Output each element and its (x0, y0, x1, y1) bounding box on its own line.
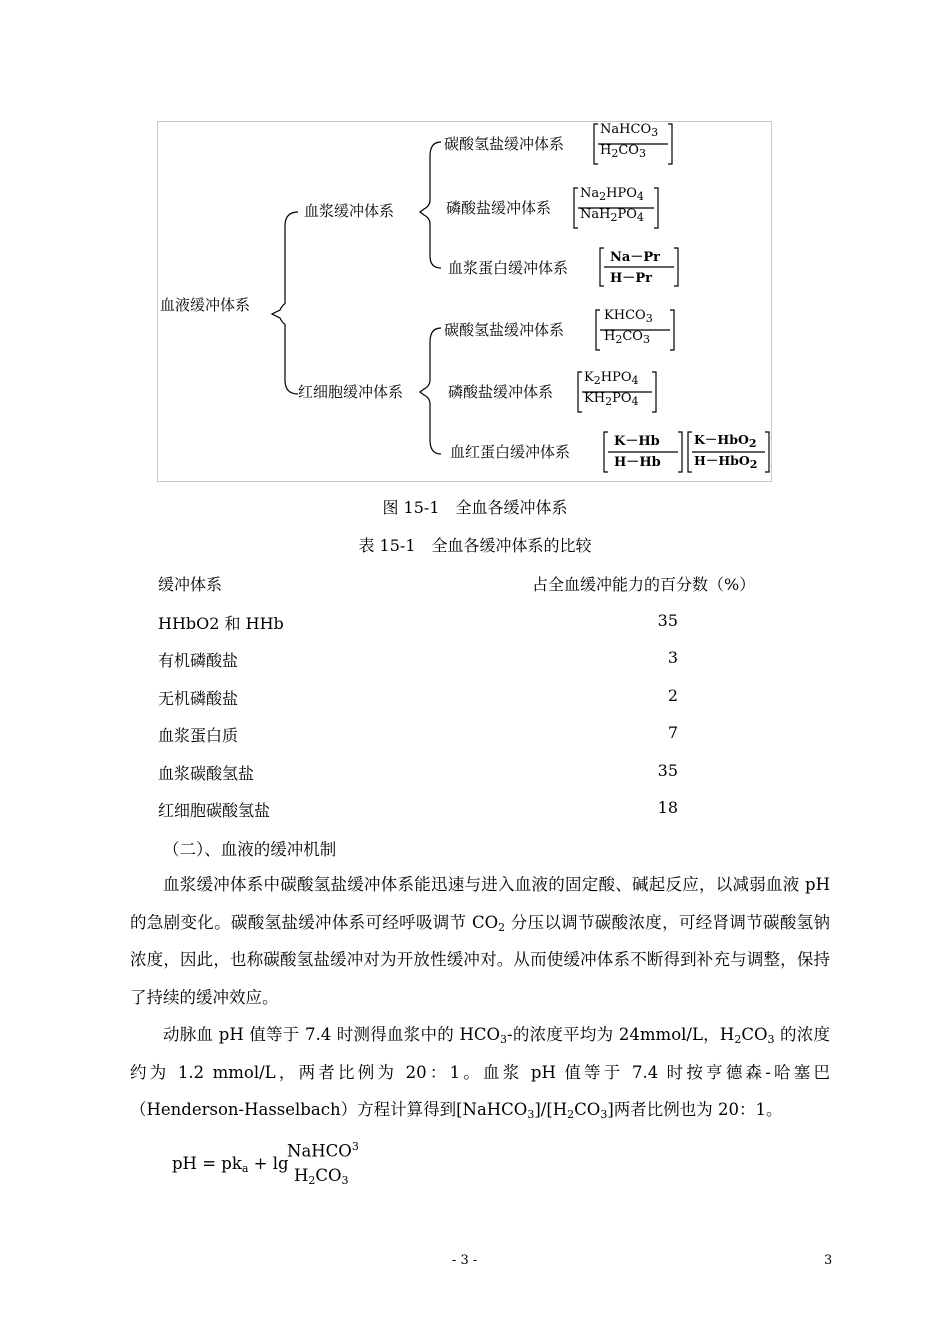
footer-page-center: - 3 - (452, 1253, 478, 1268)
fraction-denominator: H－Pr (610, 271, 652, 286)
text: 的浓度约为 1.2 mmol/L，两者比例为 20：1。血浆 pH 值等于 7.4 时按亨德森-哈塞巴（Henderson-Hasselbach）方程计算得到[NaHCO (130, 1025, 830, 1119)
subscript: 3 (600, 1108, 608, 1121)
section-heading: （二）、血液的缓冲机制 (163, 840, 337, 859)
table-row-name: 红细胞碳酸氢盐 (158, 801, 271, 820)
rbc-item-label: 血红蛋白缓冲体系 (450, 443, 571, 461)
subscript: 2 (308, 1174, 316, 1187)
rbc-item-label: 磷酸盐缓冲体系 (448, 383, 554, 401)
fraction-denominator: $H_2CO_3$ (600, 143, 646, 160)
rbc-item-label: 碳酸氢盐缓冲体系 (444, 321, 565, 339)
table-row-name: 血浆蛋白质 (158, 726, 239, 745)
plasma-item-label: 磷酸盐缓冲体系 (446, 199, 552, 217)
buffer-system-diagram (157, 121, 772, 482)
fraction-denominator: $KH_2PO_4$ (584, 391, 639, 408)
text: CO (741, 1025, 768, 1044)
table-row-value: 7 (667, 723, 678, 742)
formula-denominator (294, 1166, 349, 1185)
fraction-numerator: K－Hb (614, 434, 660, 449)
plasma-label: 血浆缓冲体系 (304, 202, 395, 220)
subscript: 3 (767, 1033, 775, 1046)
text: pH = pk (172, 1154, 242, 1173)
table-row-value: 2 (667, 686, 678, 705)
fraction-numerator: NaHCO$_3$ (600, 122, 659, 139)
fraction-numerator: K－HbO$_2$ (694, 432, 757, 450)
paragraph-bicarbonate-mechanism (130, 866, 830, 1016)
fraction-numerator: Na－Pr (610, 250, 660, 265)
text: CO (315, 1166, 342, 1185)
plasma-item-label: 血浆蛋白缓冲体系 (448, 259, 569, 277)
superscript: 3 (351, 1140, 359, 1153)
table-row-name: HHbO2 和 HHb (158, 614, 284, 633)
fraction-denominator: H－HbO$_2$ (694, 453, 758, 471)
fraction-denominator: $H_2CO_3$ (604, 329, 650, 346)
text: -的浓度平均为 24mmol/L，H (507, 1025, 735, 1044)
subscript: 2 (498, 920, 506, 934)
text: + lg (248, 1154, 289, 1173)
root-label: 血液缓冲体系 (160, 296, 251, 314)
root-brace-upper (285, 212, 298, 304)
text: ]两者比例也为 20：1。 (607, 1100, 783, 1119)
table-header-percent: 占全血缓冲能力的百分数（%） (532, 575, 756, 594)
formula-numerator (287, 1140, 359, 1161)
paragraph-henderson-ratio (130, 1016, 830, 1129)
plasma-item-label: 碳酸氢盐缓冲体系 (444, 135, 565, 153)
formula-lhs (172, 1154, 289, 1173)
root-brace-lower (285, 324, 298, 394)
plasma-brace (420, 142, 441, 268)
root-brace-center (272, 304, 285, 324)
subscript: 3 (500, 1033, 508, 1046)
text: 动脉血 pH 值等于 7.4 时测得血浆中的 HCO (163, 1025, 501, 1044)
table-row-value: 35 (657, 611, 678, 630)
subscript: 3 (527, 1108, 535, 1121)
table-caption: 表 15-1 全血各缓冲体系的比较 (358, 536, 592, 555)
footer-page-number: 3 (824, 1253, 833, 1268)
subscript: 2 (734, 1033, 742, 1046)
subscript: 2 (567, 1108, 575, 1121)
text: ]/[H (534, 1100, 568, 1119)
diagram-braces (158, 122, 773, 483)
rbc-label: 红细胞缓冲体系 (298, 383, 404, 401)
table-row-name: 无机磷酸盐 (158, 689, 239, 708)
text: 分压以调节碳酸浓度，可经肾调节碳酸氢钠浓度，因此，也称碳酸氢盐缓冲对为开放性缓冲对。从而使缓冲体系不断得到补充与调整，保持了持续的缓冲效应。 (130, 912, 830, 1007)
rbc-brace (420, 328, 441, 454)
fraction-numerator: $K_2HPO_4$ (584, 370, 639, 387)
table-row-value: 18 (657, 798, 678, 817)
text: H (294, 1166, 309, 1185)
table-row-value: 3 (667, 648, 678, 667)
table-row-name: 有机磷酸盐 (158, 651, 239, 670)
table-header-system: 缓冲体系 (158, 575, 223, 594)
text: CO (574, 1100, 601, 1119)
subscript: a (241, 1162, 249, 1175)
subscript: 3 (341, 1174, 349, 1187)
table-row-name: 血浆碳酸氢盐 (158, 764, 255, 783)
figure-caption: 图 15-1 全血各缓冲体系 (382, 498, 568, 517)
fraction-denominator: H－Hb (614, 455, 661, 470)
table-row-value: 35 (657, 761, 678, 780)
text: 血浆缓冲体系中碳酸氢盐缓冲体系能迅速与进入血液的固定酸、碱起反应，以减弱血液 pH 的急剧变化。碳酸氢盐缓冲体系可经呼吸调节 CO (130, 875, 830, 932)
text: NaHCO (287, 1141, 352, 1161)
fraction-numerator: $KHCO_3$ (604, 308, 653, 325)
fraction-denominator: $NaH_2PO_4$ (580, 207, 644, 224)
fraction-numerator: $Na_2HPO_4$ (580, 186, 644, 203)
